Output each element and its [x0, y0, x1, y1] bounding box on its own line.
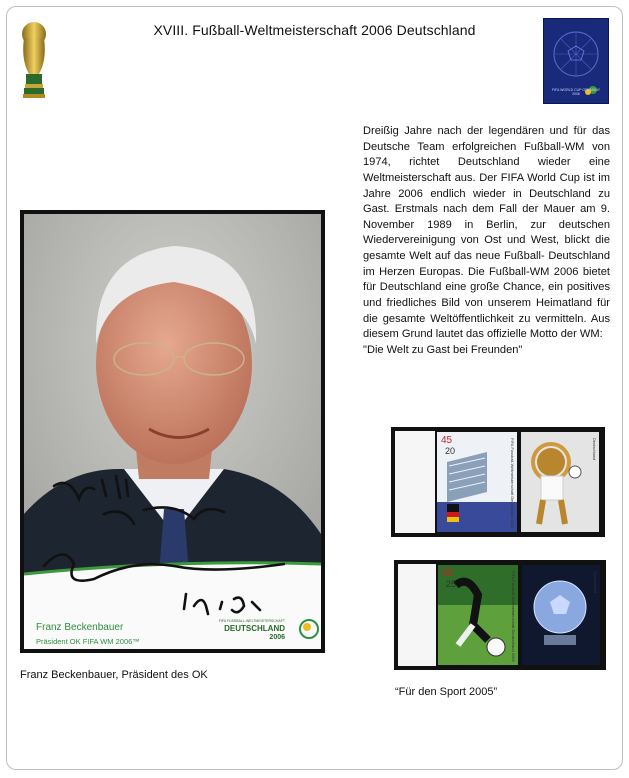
stamp-stadium-value: 45	[441, 435, 453, 446]
stamp-mascot	[521, 432, 599, 532]
stamp-strip-bottom	[394, 560, 606, 670]
autographed-postcard	[20, 210, 325, 653]
stamp-stadium	[437, 432, 517, 532]
emblem-caption: FIFA WORLD CUP GERMANY 2006	[551, 87, 601, 96]
caption-right: “Für den Sport 2005”	[395, 686, 498, 698]
stamp-mascot-text: Deutschland	[592, 438, 597, 461]
stamp-stadium-surcharge: 20	[445, 446, 456, 456]
postcard-logo-main: DEUTSCHLAND	[224, 624, 285, 633]
postcard-role: Präsident OK FIFA WM 2006™	[36, 637, 140, 646]
postcard-name: Franz Beckenbauer	[36, 622, 124, 633]
caption-left: Franz Beckenbauer, Präsident des OK	[20, 669, 208, 681]
portrait-photo	[24, 214, 321, 649]
world-cup-emblem	[543, 18, 609, 104]
postcard-logo-top: FIFA FUSSBALL-WELTMEISTERSCHAFT	[218, 619, 285, 623]
stamp-football-value: 55	[442, 568, 454, 579]
stamp-football-player	[438, 565, 518, 665]
stamp-stadium-text: FIFA Fussball-Weltmeisterschaft Deutschland 2006	[510, 438, 515, 529]
world-cup-trophy-icon	[17, 20, 51, 102]
stamp-football-text: FIFA Fussball-Weltmeisterschaft Deutschland 2006	[511, 571, 516, 662]
motto-text: "Die Welt zu Gast bei Freunden"	[363, 343, 523, 356]
stamp-ball-text: Deutschland	[593, 571, 598, 594]
description-paragraph: Dreißig Jahre nach der legendären und für das Deutsche Team erfolgreichen Fußball-WM von 1974, richtet Deutschland wieder eine Weltmeisterschaft aus. Der FIFA World Cup ist im Jahre 2006 endlich wieder in Deutschland zu Gast. Erstmals nach dem Fall der Mauer am 9. November 1989 in Berlin, zur deutschen Wiedervereinigung von Ost und West, blickt die gesamte Welt auf das neue Fußball- Deutschland im Herzen Europas. Die Fußball-WM 2006 bietet für Deutschland eine große Chance, ein positives und friedliches Bild von unserem Heimatland für die gesamte Weltöffentlichkeit zu vermitteln. Aus diesem Grund lautet das offizielle Motto der WM:	[363, 125, 610, 341]
stamp-football-surcharge: 25	[446, 579, 457, 589]
page-title: XVIII. Fußball-Weltmeisterschaft 2006 Deutschland	[153, 22, 476, 38]
stamp-strip-top	[391, 427, 605, 537]
stamp-ball-trophy	[522, 565, 600, 665]
description-text	[363, 124, 610, 359]
postcard-logo-year: 2006	[269, 634, 285, 641]
